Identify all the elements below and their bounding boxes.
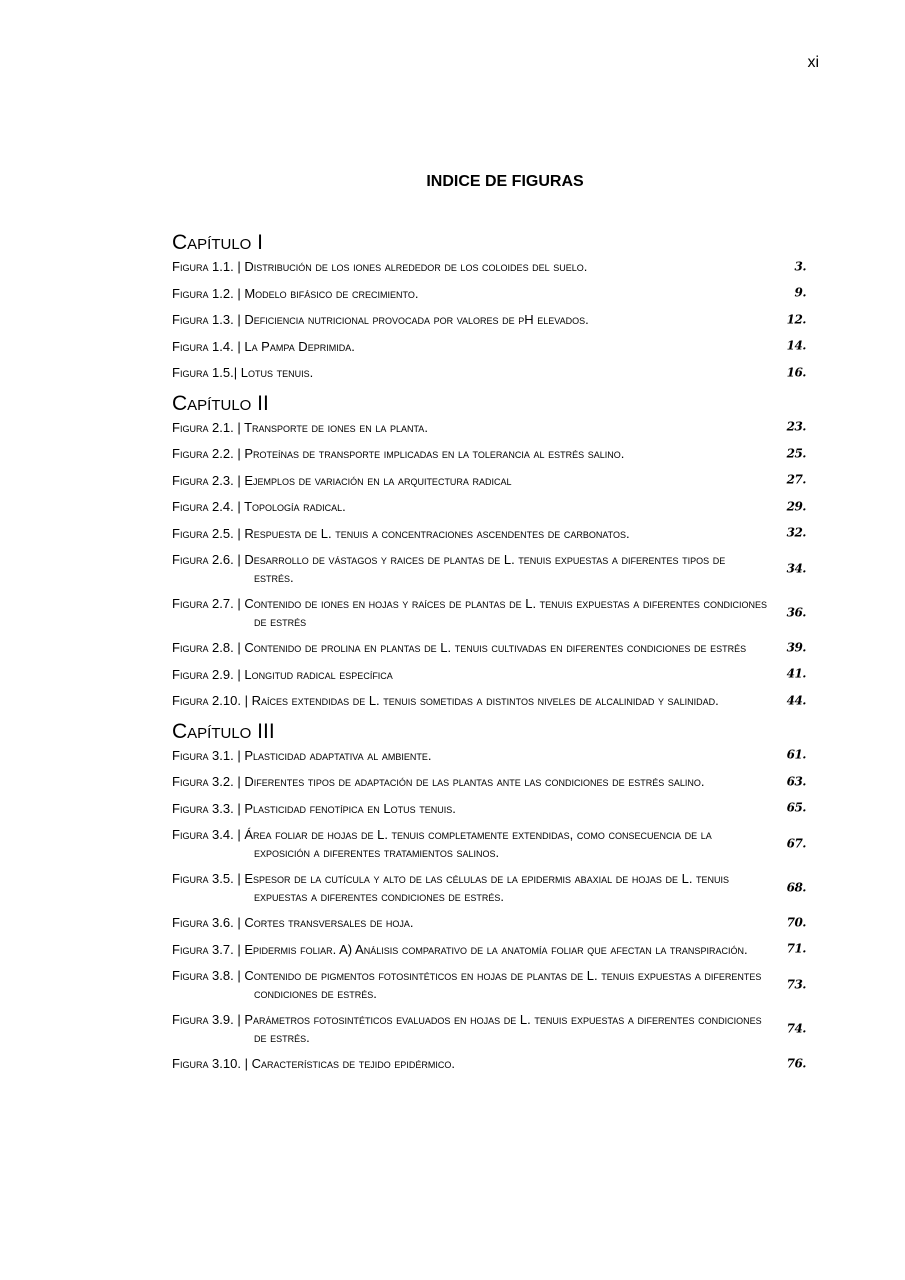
chapter-heading: Capítulo II [172, 391, 269, 415]
figure-caption: Figura 2.7. | Contenido de iones en hojas y raíces de plantas de L. tenuis expuestas a diferentes condiciones de estrés [172, 596, 767, 629]
figure-page: 39. [786, 640, 806, 654]
figure-entry[interactable] [172, 285, 812, 303]
page-number: xi [807, 54, 819, 71]
figure-caption: Figura 3.1. | Plasticidad adaptativa al ambiente. [172, 747, 432, 763]
figure-entry[interactable] [172, 419, 812, 437]
figure-page: 34. [786, 560, 806, 575]
figure-page: 27. [786, 472, 806, 487]
figure-index [172, 228, 812, 1082]
figure-page: 12. [786, 312, 806, 326]
figure-page: 3. [794, 259, 806, 273]
figure-entry[interactable] [172, 364, 812, 382]
figure-entry[interactable] [172, 941, 812, 959]
figure-entry[interactable] [172, 498, 812, 516]
figure-caption: Figura 1.1. | Distribución de los iones alrededor de los coloides del suelo. [172, 259, 588, 274]
figure-entry[interactable] [172, 826, 812, 861]
figure-page: 61. [786, 747, 806, 762]
figure-caption: Figura 2.4. | Topología radical. [172, 499, 346, 514]
figure-caption: Figura 1.4. | La Pampa Deprimida. [172, 338, 355, 354]
figure-page: 67. [786, 835, 806, 850]
figure-entry[interactable] [172, 1055, 812, 1073]
figure-page: 44. [786, 693, 806, 707]
figure-page: 70. [786, 915, 806, 929]
figure-page: 76. [786, 1056, 806, 1070]
figure-page: 25. [786, 446, 806, 460]
figure-caption: Figura 3.5. | Espesor de la cutícula y alto de las células de la epidermis abaxial de hojas de L. tenuis expuestas a diferentes condiciones de estrés. [172, 871, 730, 904]
figure-entry[interactable] [172, 1011, 812, 1046]
figure-caption: Figura 3.9. | Parámetros fotosintéticos evaluados en hojas de L. tenuis expuestas a diferentes condiciones de estrés. [172, 1012, 762, 1045]
figure-page: 14. [786, 338, 806, 353]
chapter-heading: Capítulo I [172, 231, 264, 254]
page-title: INDICE DE FIGURAS [426, 173, 584, 190]
figure-page: 68. [786, 879, 806, 894]
figure-entry[interactable] [172, 595, 812, 630]
figure-caption: Figura 2.3. | Ejemplos de variación en la arquitectura radical [172, 472, 512, 488]
figure-entry[interactable] [172, 639, 812, 657]
figure-entry[interactable] [172, 445, 812, 463]
figure-caption: Figura 3.8. | Contenido de pigmentos fotosintéticos en hojas de plantas de L. tenuis expuestas a diferentes condiciones de estrés. [172, 968, 762, 1001]
figure-caption: Figura 2.2. | Proteínas de transporte implicadas en la tolerancia al estrés salino. [172, 446, 625, 461]
figure-caption: Figura 3.2. | Diferentes tipos de adaptación de las plantas ante las condiciones de estrés salino. [172, 774, 705, 789]
figure-page: 9. [794, 285, 806, 300]
figure-page: 41. [786, 666, 806, 681]
figure-entry[interactable] [172, 914, 812, 932]
figure-caption: Figura 3.4. | Área foliar de hojas de L. tenuis completamente extendidas, como consecuencia de la exposición a diferentes tratamientos salinos. [172, 827, 712, 860]
figure-caption: Figura 2.10. | Raíces extendidas de L. tenuis sometidas a distintos niveles de alcalinidad y salinidad. [172, 693, 719, 708]
figure-caption: Figura 2.5. | Respuesta de L. tenuis a concentraciones ascendentes de carbonatos. [172, 525, 630, 541]
figure-page: 74. [786, 1020, 806, 1035]
figure-caption: Figura 2.1. | Transporte de iones en la planta. [172, 419, 428, 435]
figure-entry[interactable] [172, 551, 812, 586]
figure-page: 36. [786, 604, 806, 619]
figure-entry[interactable] [172, 773, 812, 791]
figure-page: 16. [786, 365, 806, 379]
figure-caption: Figura 3.6. | Cortes transversales de hoja. [172, 915, 414, 930]
figure-entry[interactable] [172, 666, 812, 684]
figure-caption: Figura 2.6. | Desarrollo de vástagos y raices de plantas de L. tenuis expuestas a diferentes tipos de estrés. [172, 552, 726, 585]
figure-entry[interactable] [172, 311, 812, 329]
figure-entry[interactable] [172, 525, 812, 543]
figure-page: 23. [786, 419, 806, 434]
figure-entry[interactable] [172, 338, 812, 356]
chapter-heading: Capítulo III [172, 719, 275, 743]
figure-page: 71. [786, 941, 806, 956]
figure-caption: Figura 2.9. | Longitud radical específica [172, 666, 393, 682]
figure-page: 32. [786, 525, 806, 540]
figure-entry[interactable] [172, 800, 812, 818]
figure-caption: Figura 3.7. | Epidermis foliar. A) Análisis comparativo de la anatomía foliar que afectan la transpiración. [172, 941, 748, 957]
figure-page: 65. [786, 800, 806, 815]
figure-entry[interactable] [172, 258, 812, 276]
figure-entry[interactable] [172, 472, 812, 490]
figure-caption: Figura 3.10. | Características de tejido epidérmico. [172, 1056, 455, 1071]
figure-page: 73. [786, 976, 806, 991]
figure-entry[interactable] [172, 870, 812, 905]
figure-page: 63. [786, 774, 806, 788]
figure-caption: Figura 3.3. | Plasticidad fenotípica en Lotus tenuis. [172, 800, 456, 816]
figure-caption: Figura 2.8. | Contenido de prolina en plantas de L. tenuis cultivadas en diferentes condiciones de estrés [172, 640, 747, 655]
figure-entry[interactable] [172, 692, 812, 710]
figure-caption: Figura 1.5.| Lotus tenuis. [172, 365, 314, 380]
figure-entry[interactable] [172, 967, 812, 1002]
figure-caption: Figura 1.2. | Modelo bifásico de crecimiento. [172, 285, 419, 301]
figure-entry[interactable] [172, 747, 812, 765]
figure-page: 29. [786, 499, 806, 513]
figure-caption: Figura 1.3. | Deficiencia nutricional provocada por valores de pH elevados. [172, 312, 589, 327]
